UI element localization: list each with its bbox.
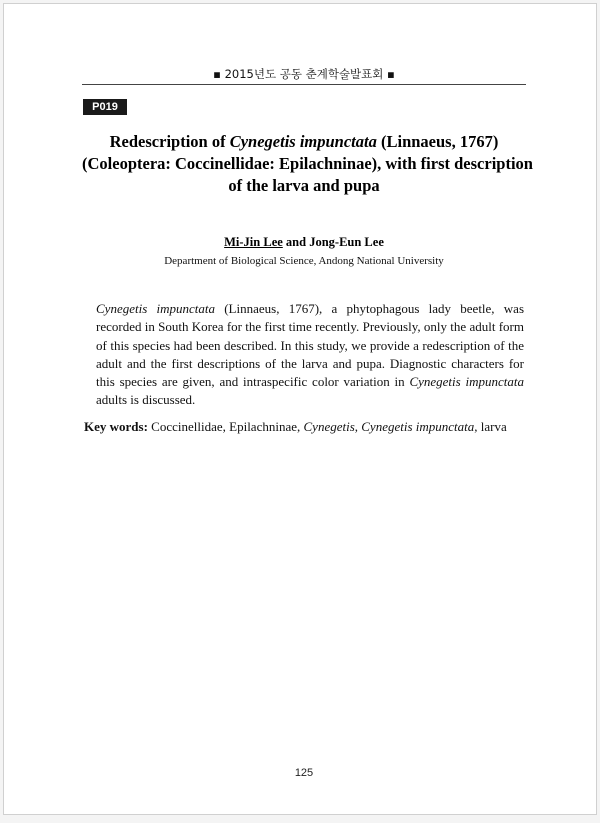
keywords-label: Key words: [84,419,148,434]
abstract-species-name: Cynegetis impunctata [96,301,215,316]
abstract-paragraph [84,300,524,410]
co-author: and Jong-Eun Lee [282,235,384,249]
keyword-species: Cynegetis impunctata [361,419,475,434]
page-number: 125 [294,767,314,779]
title-line-3: of the larva and pupa [228,176,380,195]
title-line-1-end: (Linnaeus, 1767) [376,132,499,151]
presenting-author: Mi-Jin Lee [224,235,283,249]
affiliation: Department of Biological Science, Andong National University [164,255,444,267]
title-species-name: Cynegetis impunctata [229,132,377,151]
poster-id-badge: P019 [83,99,127,115]
abstract-text-2: adults is discussed. [96,392,196,408]
running-header: ▪ 2015년도 공동 춘계학술발표회 ▪ [213,67,395,81]
abstract [84,300,524,410]
abstract-species-name-2: Cynegetis impunctata [409,374,524,390]
keyword-genus: Cynegetis [303,419,355,434]
keywords-separator: , [354,419,362,434]
author-list [82,234,526,250]
title-line-1 [82,131,526,153]
keywords [84,418,524,436]
keywords-text-1: Coccinellidae, Epilachninae, [147,419,304,434]
header-rule [82,84,526,85]
title-line-2: (Coleoptera: Coccinellidae: Epilachninae), with first description [82,154,533,173]
keywords-text-2: , larva [474,419,507,434]
abstract-text-1: (Linnaeus, 1767), a phytophagous lady beetle, was recorded in South Korea for the first time recently. Previously, only the adult form of this species had been described. In this study, we provide a redescription of the adult and the first descriptions of the larva and pupa. Diagnostic characters for this species are given, and intraspecific color variation in [96,301,525,390]
title-line-1-start: Redescription of [109,132,230,151]
paper-title [82,131,533,197]
document-page [3,3,597,815]
